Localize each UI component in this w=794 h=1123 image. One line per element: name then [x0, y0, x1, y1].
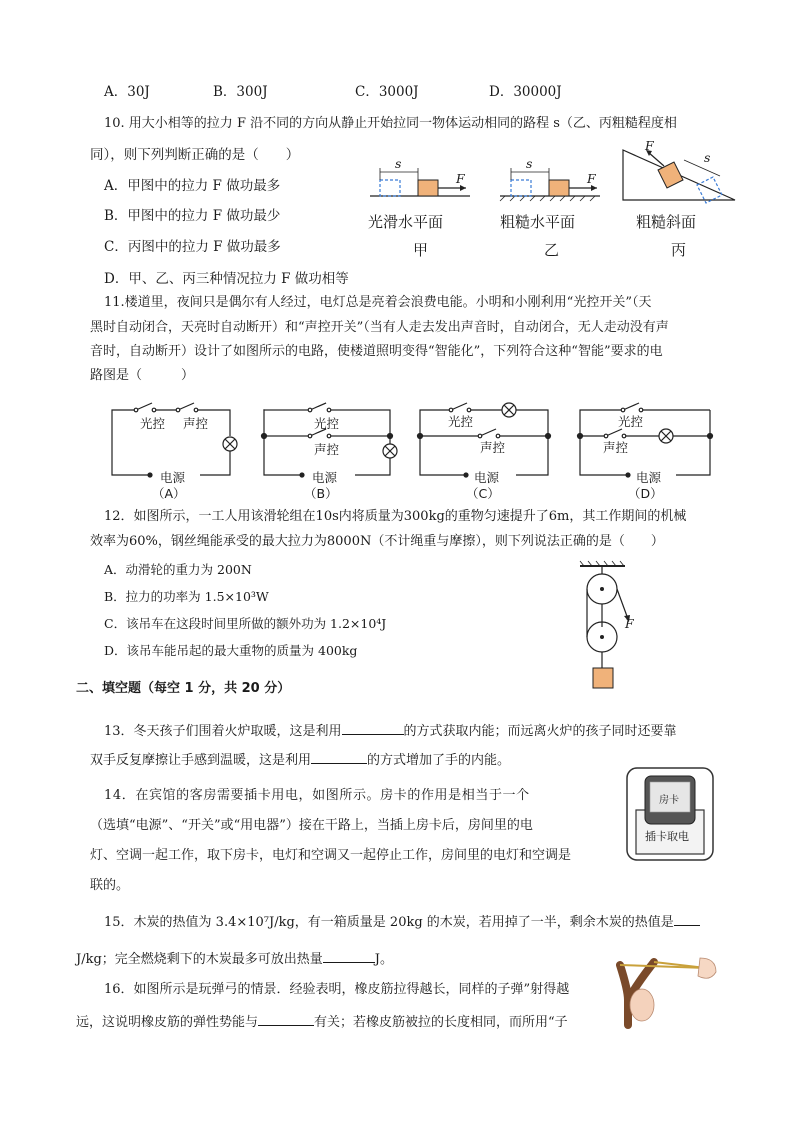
q12-option-b: B．拉力的功率为 1.5×10³W	[104, 589, 269, 604]
circuit-b-caption: （B）	[304, 486, 338, 501]
q10-stem-line1: 10. 用大小相等的拉力 F 沿不同的方向从静止开始拉同一物体运动相同的路程 s（乙、丙粗糙程度相	[104, 116, 677, 131]
circuit-d-caption: （D）	[628, 486, 663, 501]
q10-option-c: C．丙图中的拉力 F 做功最多	[104, 239, 281, 255]
q12-stem-line2: 效率为60%，钢丝绳能承受的最大拉力为8000N（不计绳重与摩擦），则下列说法正确的是（ ）	[90, 534, 664, 549]
jia-surface-label: 光滑水平面	[368, 213, 444, 231]
circuit-c-power-label: 电源	[474, 470, 500, 485]
q11-stem-line2: 黑时自动闭合，天亮时自动断开）和“声控开关”（当有人走去发出声音时，自动闭合，无人走动没有声	[90, 320, 669, 335]
q9-option-d: D．30000J	[489, 84, 562, 100]
q14-line2: （选填“电源”、“开关”或“用电器”）接在干路上，当插上房卡后，房间里的电	[90, 818, 533, 833]
q9-option-c: C．3000J	[355, 84, 419, 100]
circuit-b-sound-label: 声控	[314, 442, 340, 457]
bing-surface-label: 粗糙斜面	[636, 213, 697, 231]
q11-stem-line4: 路图是（ ）	[90, 368, 195, 383]
q12-f-label: F	[625, 616, 634, 631]
circuit-c-caption: （C）	[466, 486, 500, 501]
q12-option-d: D．该吊车能吊起的最大重物的质量为 400kg	[104, 643, 358, 658]
circuit-c-light-label: 光控	[448, 414, 474, 429]
yi-f-label: F	[587, 171, 596, 186]
q10-stem-line2: 同），则下列判断正确的是（ ）	[90, 147, 300, 163]
circuit-a-power-label: 电源	[160, 470, 186, 485]
q13-part-d: 的方式增加了手的内能。	[367, 753, 511, 768]
q15-part-c: J。	[374, 952, 394, 967]
circuit-a-caption: （A）	[152, 486, 186, 501]
circuit-b-light-label: 光控	[314, 416, 340, 431]
circuit-a-sound-label: 声控	[183, 416, 209, 431]
q12-option-c: C．该吊车在这段时间里所做的额外功为 1.2×10⁴J	[104, 616, 387, 631]
q14-line3: 灯、空调一起工作，取下房卡，电灯和空调又一起停止工作，房间里的电灯和空调是	[90, 848, 572, 863]
q13-part-a: 13．冬天孩子们围着火炉取暖，这是利用	[104, 724, 342, 739]
q11-stem-line3: 音时，自动断开）设计了如图所示的电路，使楼道照明变得“智能化”，下列符合这种“智能”要求的电	[90, 344, 663, 359]
q16-line1: 16．如图所示是玩弹弓的情景．经验表明，橡皮筋拉得越长，同样的子弹”射得越	[104, 982, 570, 997]
q14-part-1: 14．在宾馆的客房需要插卡用电，如图所示。房卡的作用是相当于一个	[104, 788, 530, 803]
circuit-d-light-label: 光控	[618, 414, 644, 429]
q12-option-a: A．动滑轮的重力为 200N	[104, 562, 252, 577]
q9-option-a: A．30J	[104, 84, 150, 100]
q16-part-b: 有关；若橡皮筋被拉的长度相同，而所用“子	[314, 1015, 568, 1030]
yi-s-label: s	[526, 156, 533, 171]
q15-part-a: 15．木炭的热值为 3.4×10⁷J/kg，有一箱质量是 20kg 的木炭，若用掉了一半，剩余木炭的热值是	[104, 915, 674, 930]
q16-part-a: 远，这说明橡皮筋的弹性势能与	[76, 1015, 259, 1030]
jia-s-label: s	[395, 156, 402, 171]
jia-name: 甲	[413, 241, 429, 259]
q14-slot-label: 插卡取电	[645, 830, 689, 843]
q14-card-label: 房卡	[659, 795, 679, 806]
yi-name: 乙	[544, 241, 560, 259]
q13-part-c: 双手反复摩擦让手感到温暖，这是利用	[90, 753, 312, 768]
q11-stem-line1: 11.楼道里，夜间只是偶尔有人经过，电灯总是亮着会浪费电能。小明和小刚利用“光控开关”（天	[104, 295, 652, 310]
circuit-c-sound-label: 声控	[480, 440, 506, 455]
q9-option-b: B．300J	[213, 84, 268, 100]
q13-part-b: 的方式获取内能；而远离火炉的孩子同时还要靠	[403, 724, 677, 739]
jia-f-label: F	[456, 171, 465, 186]
q15-part-b: J/kg；完全燃烧剩下的木炭最多可放出热量	[76, 952, 323, 967]
circuit-b-power-label: 电源	[312, 470, 338, 485]
bing-f-label: F	[645, 138, 654, 153]
section-2-title: 二、填空题（每空 1 分，共 20 分）	[76, 681, 291, 696]
q10-option-a: A．甲图中的拉力 F 做功最多	[104, 178, 281, 194]
bing-name: 丙	[671, 241, 687, 259]
bing-s-label: s	[704, 150, 711, 165]
yi-surface-label: 粗糙水平面	[500, 213, 576, 231]
q10-option-b: B．甲图中的拉力 F 做功最少	[104, 208, 281, 224]
circuit-d-sound-label: 声控	[603, 440, 629, 455]
q14-line4: 联的。	[90, 878, 130, 893]
q12-stem-line1: 12．如图所示，一工人用该滑轮组在10s内将质量为300kg的重物匀速提升了6m，其工作期间的机械	[104, 509, 687, 524]
q10-option-d: D．甲、乙、丙三种情况拉力 F 做功相等	[104, 271, 349, 287]
circuit-a-light-label: 光控	[140, 416, 166, 431]
circuit-d-power-label: 电源	[636, 470, 662, 485]
